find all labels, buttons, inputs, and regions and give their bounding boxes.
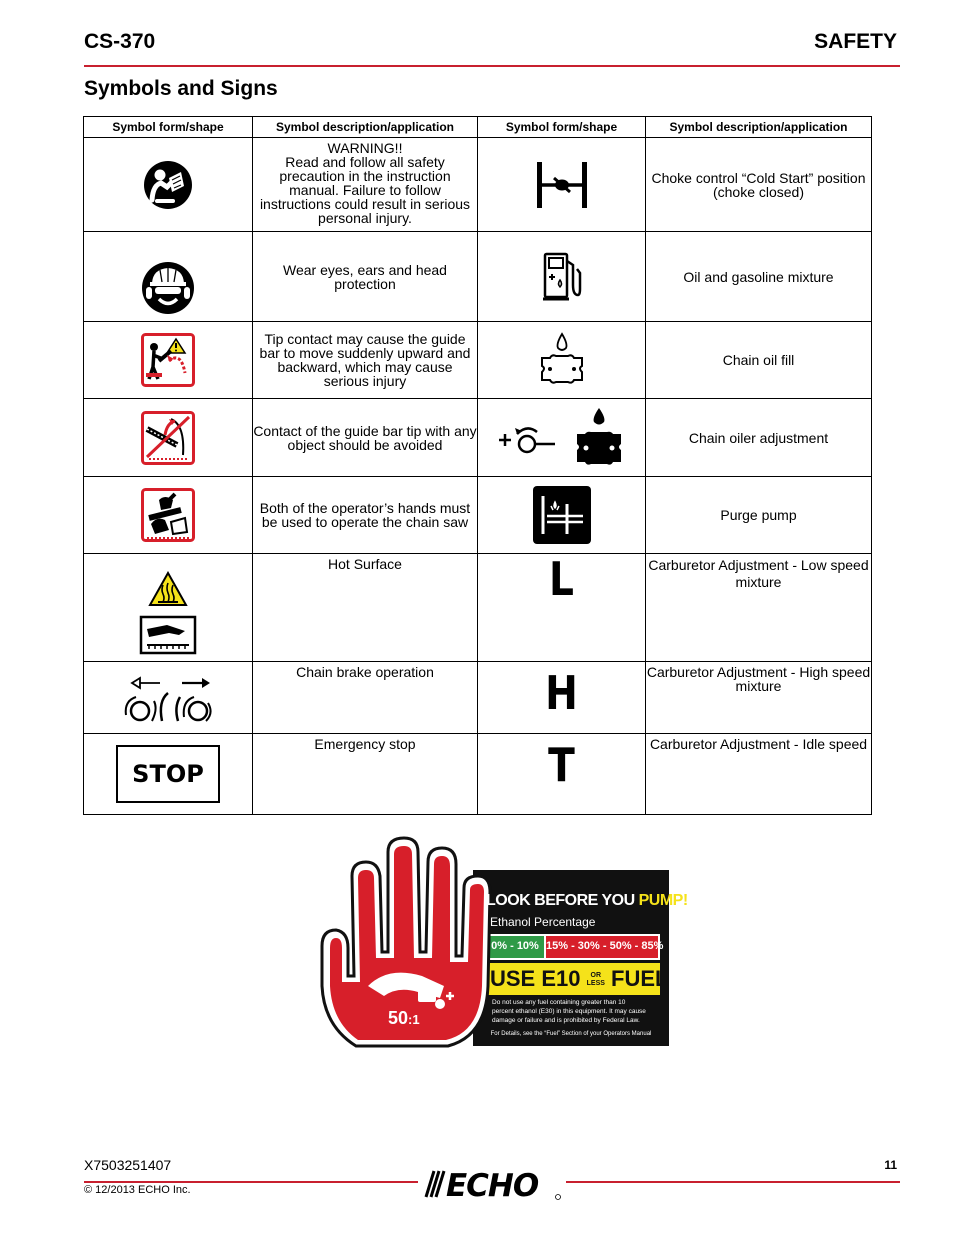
symbol-description: Contact of the guide bar tip with any object should be avoided — [253, 399, 478, 477]
symbol-cell — [478, 138, 646, 232]
section-header: SAFETY — [814, 30, 897, 53]
symbol-cell — [84, 232, 253, 322]
chain-oil-fill-icon — [538, 332, 586, 388]
table-row — [84, 734, 872, 815]
choke-closed-icon — [534, 160, 590, 210]
ethanol-ok-range: 0% - 10% — [491, 940, 539, 952]
avoid-tip-contact-icon — [141, 411, 195, 465]
page-title: Symbols and Signs — [84, 77, 278, 100]
two-hands-operation-icon — [141, 488, 195, 542]
symbol-description: Carburetor Adjustment - High speed mixture — [646, 662, 872, 734]
fuel-details-text: For Details, see the “Fuel” Section of your Operators Manual — [490, 1031, 652, 1037]
emergency-stop-sign — [116, 745, 220, 803]
symbol-cell — [84, 554, 253, 662]
part-number: X7503251407 — [84, 1157, 172, 1173]
use-e10-fuel — [490, 967, 669, 991]
ethanol-bad-range: 15% - 30% - 50% - 85% — [546, 940, 664, 952]
carburetor-high-symbol: H — [545, 666, 578, 720]
table-row — [84, 399, 872, 477]
symbol-description: Chain oiler adjustment — [646, 399, 872, 477]
hot-surface-icon — [139, 571, 197, 655]
or-less-stack — [587, 972, 605, 988]
table-row — [84, 138, 872, 232]
table-row — [84, 662, 872, 734]
symbol-cell — [478, 322, 646, 399]
echo-logo-text: ECHO — [446, 1168, 539, 1201]
column-header: Symbol description/application — [253, 117, 478, 138]
column-header: Symbol description/application — [646, 117, 872, 138]
pump-headline-part-2: PUMP! — [638, 892, 688, 909]
symbol-cell — [84, 662, 253, 734]
symbol-cell — [84, 734, 253, 815]
mix-ratio-suffix: :1 — [408, 1012, 420, 1027]
chain-brake-icon — [122, 673, 214, 727]
symbol-description: Carburetor Adjustment - Low speed mixture — [646, 554, 872, 662]
symbol-cell — [84, 138, 253, 232]
copyright: © 12/2013 ECHO Inc. — [84, 1184, 191, 1196]
symbol-cell — [84, 399, 253, 477]
symbol-description: Chain oil fill — [646, 322, 872, 399]
symbol-cell — [478, 399, 646, 477]
less-text: LESS — [586, 980, 605, 988]
mix-ratio-number: 50 — [388, 1008, 409, 1028]
column-header: Symbol form/shape — [84, 117, 253, 138]
chain-oiler-adjustment-icon — [497, 406, 627, 470]
table-header-row — [84, 117, 872, 138]
warning-line: percent ethanol (E30) in this equipment. It may cause — [492, 1008, 646, 1015]
read-manual-icon — [143, 160, 193, 210]
header-divider — [84, 65, 900, 67]
purge-pump-icon — [533, 486, 591, 544]
symbol-cell — [84, 477, 253, 554]
table-row — [84, 477, 872, 554]
symbol-description: Hot Surface — [253, 554, 478, 662]
symbol-cell — [478, 734, 646, 815]
symbol-description: Choke control “Cold Start” position (choke closed) — [646, 138, 872, 232]
fuel-text: FUEL — [611, 966, 669, 991]
carburetor-low-symbol: L — [549, 552, 574, 606]
stop-sign-text: STOP — [132, 760, 204, 788]
fuel-mixture-icon — [542, 251, 582, 303]
table-row — [84, 554, 872, 662]
symbols-table — [83, 116, 872, 815]
column-header: Symbol form/shape — [478, 117, 646, 138]
carburetor-idle-symbol: T — [548, 738, 575, 792]
mix-ratio — [388, 1008, 420, 1029]
symbol-description: Tip contact may cause the guide bar to move suddenly upward and backward, which may cause serious injury — [253, 322, 478, 399]
warning-line: damage or failure and is prohibited by Federal Law. — [492, 1017, 640, 1024]
or-text: OR — [590, 972, 602, 980]
symbol-cell — [478, 662, 646, 734]
symbol-cell — [478, 232, 646, 322]
ethanol-percentage-label: Ethanol Percentage — [490, 915, 596, 929]
footer-divider-left — [84, 1181, 418, 1183]
symbol-description: Oil and gasoline mixture — [646, 232, 872, 322]
pump-headline-part-1: LOOK BEFORE YOU — [486, 892, 635, 909]
eye-ear-head-protection-icon — [141, 261, 195, 315]
fuel-warning-label — [318, 836, 688, 1048]
symbol-description: WARNING!! Read and follow all safety precaution in the instruction manual. Failure to follow instructions could result in serious personal injury. — [253, 138, 478, 232]
symbol-cell — [478, 477, 646, 554]
symbol-description: Purge pump — [646, 477, 872, 554]
pump-headline — [486, 892, 688, 910]
symbol-cell — [478, 554, 646, 662]
symbol-description: Emergency stop — [253, 734, 478, 815]
symbol-description: Carburetor Adjustment - Idle speed — [646, 734, 872, 815]
table-row — [84, 322, 872, 399]
warning-line: Do not use any fuel containing greater than 10 — [492, 999, 626, 1006]
footer-divider-right — [566, 1181, 900, 1183]
model-header: CS-370 — [84, 30, 156, 53]
fuel-warning-text — [492, 998, 662, 1025]
kickback-warning-icon — [141, 333, 195, 387]
echo-logo — [420, 1165, 566, 1206]
echo-logo-graphic — [420, 1165, 566, 1201]
page-number: 11 — [884, 1158, 897, 1172]
symbol-description: Both of the operator’s hands must be used to operate the chain saw — [253, 477, 478, 554]
use-e10-text: USE E10 — [490, 966, 581, 991]
symbol-cell — [84, 322, 253, 399]
symbol-description: Wear eyes, ears and head protection — [253, 232, 478, 322]
symbol-description: Chain brake operation — [253, 662, 478, 734]
table-row — [84, 232, 872, 322]
